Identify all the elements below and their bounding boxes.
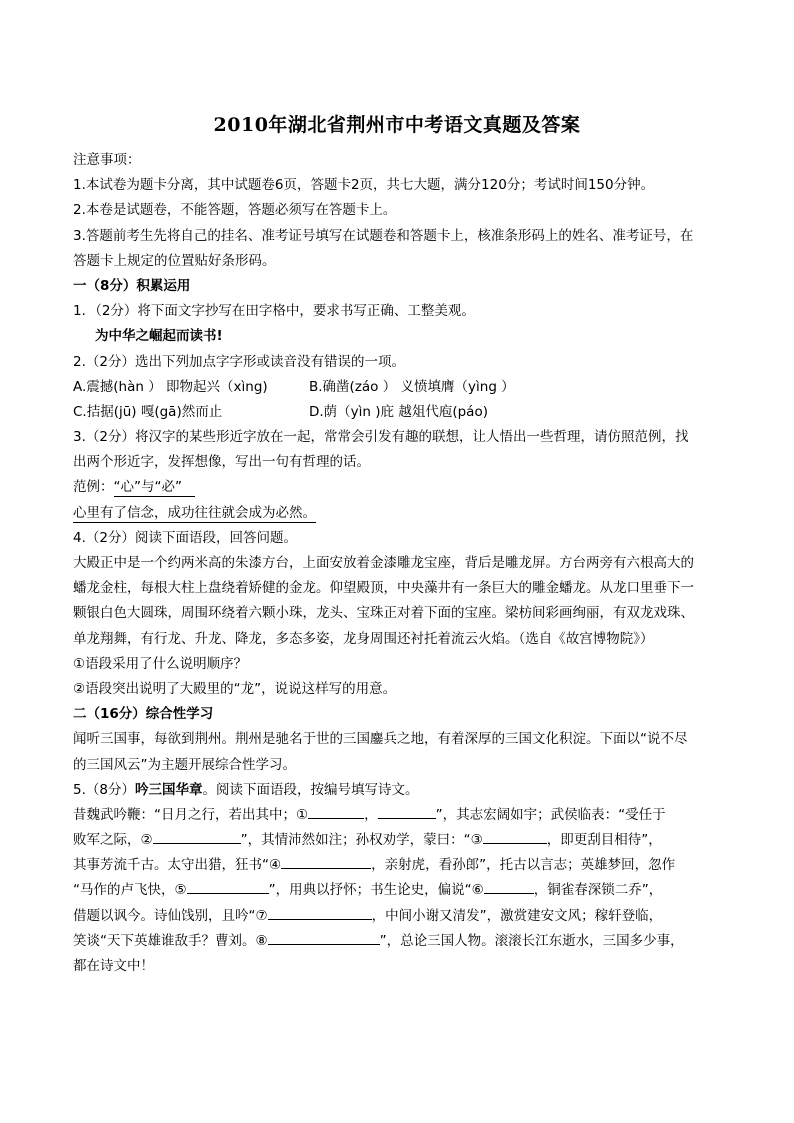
passage-line-4: 单龙翔舞，有行龙、升龙、降龙，多态多姿，龙身周围还衬托着流云火焰。（选自《故宫博物院》） (73, 630, 654, 647)
blank-1b[interactable] (378, 804, 436, 819)
notice-item-1: 1.本试卷为题卡分离，其中试题卷6页，答题卡2页，共七大题，满分120分；考试时间150分钟。 (73, 177, 655, 194)
blank-1a[interactable] (308, 804, 364, 819)
question-5-prefix: 5.（8分） (73, 781, 135, 798)
blank-8[interactable] (268, 930, 380, 945)
option-a: A.震撼(hàn ） 即物起兴（xìng) (73, 378, 268, 395)
blank-3[interactable] (483, 829, 547, 844)
question-5 (73, 778, 721, 803)
question-4-sub-1: ①语段采用了什么说明顺序？ (73, 655, 248, 672)
example-quote: “心”与“必” (114, 478, 195, 497)
section2-intro-2: 的三国风云”为主题开展综合性学习。 (73, 756, 296, 773)
question-4-sub-2: ②语段突出说明了大殿里的“龙”，说说这样写的用意。 (73, 680, 397, 697)
question-1-text: 为中华之崛起而读书! (95, 328, 223, 345)
question-3-cont: 出两个形近字，发挥想像，写出一句有哲理的话。 (73, 454, 370, 471)
poem-line-2: 败军之际，② ”，其情沛然如注；孙权劝学，蒙曰：“③ ，即更刮目相待”， (73, 828, 721, 853)
notice-heading: 注意事项： (73, 152, 141, 168)
question-2: 2.（2分）选出下列加点字字形或读音没有错误的一项。 (73, 353, 405, 370)
option-b: B.确凿(záo ） 义愤填膺（yìng ） (309, 378, 515, 395)
poem-line-4: “马作的卢飞快，⑤ ”，用典以抒怀；书生论史，偏说“⑥ ，铜雀春深锁二乔”， (73, 878, 721, 903)
question-5-instruction: 。阅读下面语段，按编号填写诗文。 (202, 781, 419, 798)
notice-item-3: 3.答题前考生先将自己的挂名、准考证号填写在试题卷和答题卡上，核准条形码上的姓名、准考证号，在 (73, 227, 694, 244)
example-answer: 心里有了信念，成功往往就会成为必然。 (73, 504, 316, 521)
option-d: D.荫（yìn )庇 越俎代庖(páo) (309, 403, 488, 420)
blank-4[interactable] (281, 854, 371, 869)
question-3: 3.（2分）将汉字的某些形近字放在一起，常常会引发有趣的联想，让人悟出一些哲理，请仿照范例，找 (73, 429, 689, 446)
blank-5[interactable] (187, 879, 269, 894)
question-2-options-cd (73, 400, 721, 425)
question-5-topic: 吟三国华章 (134, 781, 203, 798)
blank-6[interactable] (484, 879, 534, 894)
question-3-example-answer (73, 501, 721, 526)
poem-line-1: 昔魏武吟鞭：“日月之行，若出其中；① ， ”，其志宏阔如宇；武侯临表：“受任于 (73, 803, 721, 828)
passage-line-1: 大殿正中是一个约两米高的朱漆方台，上面安放着金漆雕龙宝座，背后是雕龙屏。方台两旁有六根高大的 (73, 555, 694, 571)
exam-body (73, 148, 721, 979)
poem-line-6: 笑谈“天下英雄谁敌手？曹刘。⑧ ”，总论三国人物。滚滚长江东逝水，三国多少事， (73, 929, 721, 954)
poem-line-5: 借题以讽今。诗仙饯别，且吟“⑦ ，中间小谢又清发”，激赏建安文风；稼轩登临， (73, 904, 721, 929)
blank-2[interactable] (153, 829, 241, 844)
blank-7[interactable] (268, 905, 372, 920)
question-3-example (73, 475, 721, 500)
passage-line-2: 蟠龙金柱，每根大柱上盘绕着矫健的金龙。仰望殿顶，中央藻井有一条巨大的雕金蟠龙。从龙口里垂下一 (73, 580, 694, 597)
section2-intro-1: 闻听三国事，每欲到荆州。荆州是驰名于世的三国鏖兵之地，有着深厚的三国文化积淀。下面以“说不尽 (73, 731, 688, 748)
question-4: 4.（2分）阅读下面语段，回答问题。 (73, 529, 297, 546)
question-1: 1．（2分）将下面文字抄写在田字格中，要求书写正确、工整美观。 (73, 303, 475, 320)
passage-line-3: 颗银白色大圆珠，周围环绕着六颗小珠，龙头、宝珠正对着下面的宝座。梁枋间彩画绚丽，有双龙戏珠、 (73, 605, 694, 622)
question-2-options-ab (73, 375, 721, 400)
notice-item-3-cont: 答题卡上规定的位置贴好条形码。 (73, 252, 276, 269)
section2-heading: 二（16分）综合性学习 (73, 706, 214, 723)
poem-line-3: 其事芳流千古。太守出猎，狂书“④ ，亲射虎，看孙郎”，托古以言志；英雄梦回，忽作 (73, 853, 721, 878)
section1-heading: 一（8分）积累运用 (73, 277, 191, 294)
notice-item-2: 2.本卷是试题卷，不能答题，答题必须写在答题卡上。 (73, 202, 397, 219)
option-c: C.拮据(jū) 嘎(gā)然而止 (73, 403, 223, 420)
page-title: 2010年湖北省荆州市中考语文真题及答案 (213, 114, 581, 136)
poem-line-7: 都在诗文中！ (73, 958, 154, 974)
example-label: 范例： (73, 479, 114, 496)
